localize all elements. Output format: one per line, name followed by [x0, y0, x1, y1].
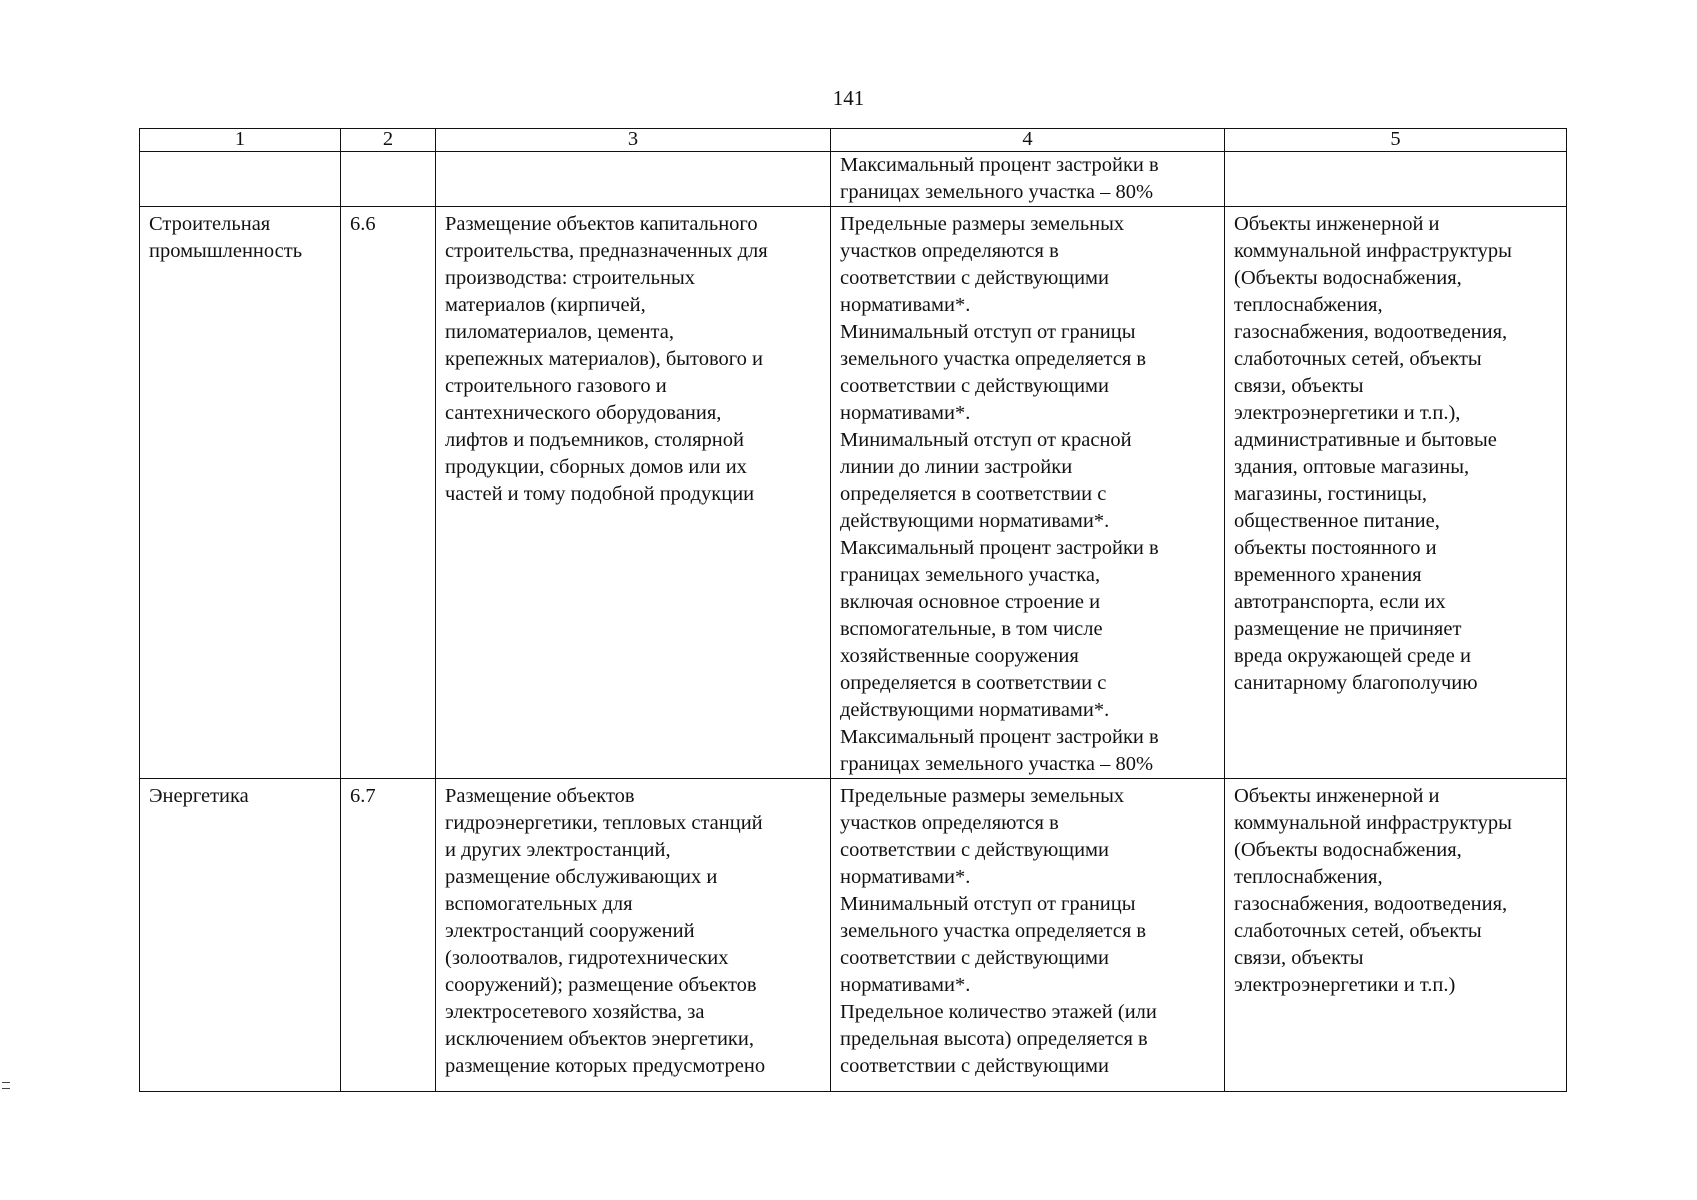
description-cell: Размещение объектов капитального строительства, предназначенных для производства: строительных материалов (кирпичей, пиломатериалов, цемента, крепежных материалов), бытового и строительного газового и сантехнического оборудования, лифтов и подъемников, столярной продукции, сборных домов или их частей и тому подобной продукции — [436, 207, 831, 779]
column-number-row — [140, 129, 1567, 152]
table-row — [140, 207, 1567, 779]
table-row — [140, 779, 1567, 1092]
continuation-row — [140, 152, 1567, 207]
continued-parameters-cell: Максимальный процент застройки в границах земельного участка – 80% — [831, 152, 1225, 207]
land-use-name-cell: Энергетика — [140, 779, 341, 1092]
column-number: 3 — [436, 129, 831, 152]
parameters-cell: Предельные размеры земельных участков определяются в соответствии с действующими нормативами*. Минимальный отступ от границы земельного участка определяется в соответствии с действующими нормативами*. Минимальный отступ от красной линии до линии застройки определяется в соответствии с действующими нормативами*. Максимальный процент застройки в границах земельного участка, включая основное строение и вспомогательные, в том числе хозяйственные сооружения определяется в соответствии с действующими нормативами*. Максимальный процент застройки в границах земельного участка – 80% — [831, 207, 1225, 779]
empty-cell — [436, 152, 831, 207]
column-number: 4 — [831, 129, 1225, 152]
land-use-code-cell: 6.7 — [341, 779, 436, 1092]
description-cell: Размещение объектов гидроэнергетики, тепловых станций и других электростанций, размещение обслуживающих и вспомогательных для электростанций сооружений (золоотвалов, гидротехнических сооружений); размещение объектов электросетевого хозяйства, за исключением объектов энергетики, размещение которых предусмотрено — [436, 779, 831, 1092]
column-number: 1 — [140, 129, 341, 152]
auxiliary-uses-cell: Объекты инженерной и коммунальной инфраструктуры (Объекты водоснабжения, теплоснабжения, газоснабжения, водоотведения, слаботочных сетей, объекты связи, объекты электроэнергетики и т.п.), административные и бытовые здания, оптовые магазины, магазины, гостиницы, общественное питание, объекты постоянного и временного хранения автотранспорта, если их размещение не причиняет вреда окружающей среде и санитарному благополучию — [1225, 207, 1567, 779]
column-number: 2 — [341, 129, 436, 152]
margin-scan-mark — [2, 1082, 10, 1089]
land-use-code-cell: 6.6 — [341, 207, 436, 779]
empty-cell — [140, 152, 341, 207]
land-use-table — [139, 128, 1567, 1092]
land-use-name-cell: Строительная промышленность — [140, 207, 341, 779]
page-number: 141 — [832, 86, 865, 110]
column-number: 5 — [1225, 129, 1567, 152]
parameters-cell: Предельные размеры земельных участков определяются в соответствии с действующими нормативами*. Минимальный отступ от границы земельного участка определяется в соответствии с действующими нормативами*. Предельное количество этажей (или предельная высота) определяется в соответствии с действующими — [831, 779, 1225, 1092]
auxiliary-uses-cell: Объекты инженерной и коммунальной инфраструктуры (Объекты водоснабжения, теплоснабжения, газоснабжения, водоотведения, слаботочных сетей, объекты связи, объекты электроэнергетики и т.п.) — [1225, 779, 1567, 1092]
empty-cell — [341, 152, 436, 207]
empty-cell — [1225, 152, 1567, 207]
